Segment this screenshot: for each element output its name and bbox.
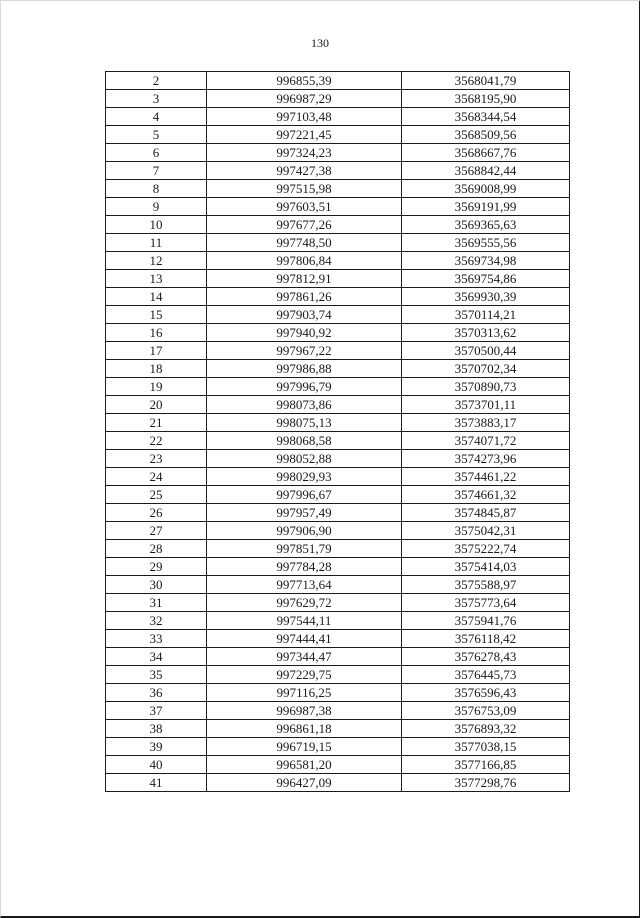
- page-number: 130: [311, 36, 329, 50]
- table-row: [106, 756, 570, 774]
- y-coordinate-cell: 3569754,86: [402, 270, 570, 288]
- y-coordinate-cell: 3574845,87: [402, 504, 570, 522]
- y-coordinate-cell: 3575414,03: [402, 558, 570, 576]
- point-number-cell: 23: [106, 450, 207, 468]
- table-row: [106, 468, 570, 486]
- point-number-cell: 41: [106, 774, 207, 792]
- table-row: [106, 72, 570, 90]
- x-coordinate-cell: 997629,72: [207, 594, 402, 612]
- x-coordinate-cell: 996987,29: [207, 90, 402, 108]
- x-coordinate-cell: 998068,58: [207, 432, 402, 450]
- y-coordinate-cell: 3576118,42: [402, 630, 570, 648]
- x-coordinate-cell: 997957,49: [207, 504, 402, 522]
- table-row: [106, 342, 570, 360]
- y-coordinate-cell: 3569365,63: [402, 216, 570, 234]
- table-row: [106, 612, 570, 630]
- x-coordinate-cell: 997940,92: [207, 324, 402, 342]
- table-row: [106, 252, 570, 270]
- y-coordinate-cell: 3576753,09: [402, 702, 570, 720]
- point-number-cell: 31: [106, 594, 207, 612]
- table-row: [106, 396, 570, 414]
- point-number-cell: 3: [106, 90, 207, 108]
- point-number-cell: 18: [106, 360, 207, 378]
- table-row: [106, 450, 570, 468]
- point-number-cell: 9: [106, 198, 207, 216]
- table-row: [106, 216, 570, 234]
- x-coordinate-cell: 997906,90: [207, 522, 402, 540]
- x-coordinate-cell: 997515,98: [207, 180, 402, 198]
- x-coordinate-cell: 996581,20: [207, 756, 402, 774]
- point-number-cell: 39: [106, 738, 207, 756]
- table-row: [106, 486, 570, 504]
- table-row: [106, 360, 570, 378]
- table-row: [106, 270, 570, 288]
- y-coordinate-cell: 3573701,11: [402, 396, 570, 414]
- y-coordinate-cell: 3575042,31: [402, 522, 570, 540]
- x-coordinate-cell: 996987,38: [207, 702, 402, 720]
- table-row: [106, 630, 570, 648]
- table-row: [106, 108, 570, 126]
- y-coordinate-cell: 3577166,85: [402, 756, 570, 774]
- x-coordinate-cell: 997812,91: [207, 270, 402, 288]
- point-number-cell: 30: [106, 576, 207, 594]
- table-row: [106, 522, 570, 540]
- y-coordinate-cell: 3569930,39: [402, 288, 570, 306]
- point-number-cell: 2: [106, 72, 207, 90]
- x-coordinate-cell: 996855,39: [207, 72, 402, 90]
- point-number-cell: 17: [106, 342, 207, 360]
- y-coordinate-cell: 3570313,62: [402, 324, 570, 342]
- table-row: [106, 306, 570, 324]
- y-coordinate-cell: 3568509,56: [402, 126, 570, 144]
- x-coordinate-cell: 996427,09: [207, 774, 402, 792]
- x-coordinate-cell: 997603,51: [207, 198, 402, 216]
- y-coordinate-cell: 3569734,98: [402, 252, 570, 270]
- x-coordinate-cell: 997967,22: [207, 342, 402, 360]
- x-coordinate-cell: 997851,79: [207, 540, 402, 558]
- table-row: [106, 648, 570, 666]
- x-coordinate-cell: 996861,18: [207, 720, 402, 738]
- y-coordinate-cell: 3573883,17: [402, 414, 570, 432]
- y-coordinate-cell: 3568344,54: [402, 108, 570, 126]
- table-row: [106, 378, 570, 396]
- table-row: [106, 288, 570, 306]
- point-number-cell: 24: [106, 468, 207, 486]
- y-coordinate-cell: 3575773,64: [402, 594, 570, 612]
- point-number-cell: 13: [106, 270, 207, 288]
- table-row: [106, 234, 570, 252]
- point-number-cell: 36: [106, 684, 207, 702]
- point-number-cell: 19: [106, 378, 207, 396]
- table-row: [106, 414, 570, 432]
- table-row: [106, 684, 570, 702]
- x-coordinate-cell: 997344,47: [207, 648, 402, 666]
- x-coordinate-cell: 997903,74: [207, 306, 402, 324]
- y-coordinate-cell: 3568842,44: [402, 162, 570, 180]
- point-number-cell: 32: [106, 612, 207, 630]
- x-coordinate-cell: 997861,26: [207, 288, 402, 306]
- table-row: [106, 540, 570, 558]
- table-row: [106, 720, 570, 738]
- x-coordinate-cell: 996719,15: [207, 738, 402, 756]
- x-coordinate-cell: 998073,86: [207, 396, 402, 414]
- x-coordinate-cell: 997221,45: [207, 126, 402, 144]
- point-number-cell: 22: [106, 432, 207, 450]
- x-coordinate-cell: 997986,88: [207, 360, 402, 378]
- point-number-cell: 11: [106, 234, 207, 252]
- point-number-cell: 4: [106, 108, 207, 126]
- x-coordinate-cell: 997996,67: [207, 486, 402, 504]
- y-coordinate-cell: 3570114,21: [402, 306, 570, 324]
- x-coordinate-cell: 997806,84: [207, 252, 402, 270]
- point-number-cell: 15: [106, 306, 207, 324]
- table-row: [106, 702, 570, 720]
- x-coordinate-cell: 997677,26: [207, 216, 402, 234]
- table-row: [106, 738, 570, 756]
- y-coordinate-cell: 3576278,43: [402, 648, 570, 666]
- y-coordinate-cell: 3574461,22: [402, 468, 570, 486]
- table-row: [106, 180, 570, 198]
- point-number-cell: 6: [106, 144, 207, 162]
- table-row: [106, 144, 570, 162]
- point-number-cell: 20: [106, 396, 207, 414]
- point-number-cell: 33: [106, 630, 207, 648]
- point-number-cell: 12: [106, 252, 207, 270]
- y-coordinate-cell: 3576596,43: [402, 684, 570, 702]
- point-number-cell: 5: [106, 126, 207, 144]
- point-number-cell: 7: [106, 162, 207, 180]
- x-coordinate-cell: 997444,41: [207, 630, 402, 648]
- table-row: [106, 558, 570, 576]
- y-coordinate-cell: 3569191,99: [402, 198, 570, 216]
- table-row: [106, 162, 570, 180]
- point-number-cell: 35: [106, 666, 207, 684]
- x-coordinate-cell: 997116,25: [207, 684, 402, 702]
- y-coordinate-cell: 3569555,56: [402, 234, 570, 252]
- point-number-cell: 21: [106, 414, 207, 432]
- table-row: [106, 576, 570, 594]
- point-number-cell: 40: [106, 756, 207, 774]
- y-coordinate-cell: 3576445,73: [402, 666, 570, 684]
- y-coordinate-cell: 3575588,97: [402, 576, 570, 594]
- table-row: [106, 504, 570, 522]
- y-coordinate-cell: 3574273,96: [402, 450, 570, 468]
- table-row: [106, 774, 570, 792]
- x-coordinate-cell: 998052,88: [207, 450, 402, 468]
- x-coordinate-cell: 997324,23: [207, 144, 402, 162]
- x-coordinate-cell: 997427,38: [207, 162, 402, 180]
- y-coordinate-cell: 3568195,90: [402, 90, 570, 108]
- x-coordinate-cell: 997713,64: [207, 576, 402, 594]
- point-number-cell: 8: [106, 180, 207, 198]
- x-coordinate-cell: 997996,79: [207, 378, 402, 396]
- coordinates-table-body: [106, 72, 570, 792]
- table-row: [106, 432, 570, 450]
- point-number-cell: 34: [106, 648, 207, 666]
- x-coordinate-cell: 997229,75: [207, 666, 402, 684]
- y-coordinate-cell: 3575222,74: [402, 540, 570, 558]
- point-number-cell: 29: [106, 558, 207, 576]
- point-number-cell: 27: [106, 522, 207, 540]
- y-coordinate-cell: 3574071,72: [402, 432, 570, 450]
- x-coordinate-cell: 997748,50: [207, 234, 402, 252]
- y-coordinate-cell: 3569008,99: [402, 180, 570, 198]
- y-coordinate-cell: 3577298,76: [402, 774, 570, 792]
- point-number-cell: 16: [106, 324, 207, 342]
- point-number-cell: 28: [106, 540, 207, 558]
- y-coordinate-cell: 3568041,79: [402, 72, 570, 90]
- table-row: [106, 324, 570, 342]
- point-number-cell: 37: [106, 702, 207, 720]
- y-coordinate-cell: 3570890,73: [402, 378, 570, 396]
- y-coordinate-cell: 3570500,44: [402, 342, 570, 360]
- table-row: [106, 198, 570, 216]
- x-coordinate-cell: 997784,28: [207, 558, 402, 576]
- point-number-cell: 38: [106, 720, 207, 738]
- table-row: [106, 666, 570, 684]
- point-number-cell: 25: [106, 486, 207, 504]
- y-coordinate-cell: 3577038,15: [402, 738, 570, 756]
- x-coordinate-cell: 998029,93: [207, 468, 402, 486]
- y-coordinate-cell: 3568667,76: [402, 144, 570, 162]
- y-coordinate-cell: 3570702,34: [402, 360, 570, 378]
- y-coordinate-cell: 3575941,76: [402, 612, 570, 630]
- table-row: [106, 594, 570, 612]
- point-number-cell: 14: [106, 288, 207, 306]
- table-row: [106, 126, 570, 144]
- x-coordinate-cell: 997544,11: [207, 612, 402, 630]
- x-coordinate-cell: 998075,13: [207, 414, 402, 432]
- coordinates-table: [105, 71, 570, 792]
- x-coordinate-cell: 997103,48: [207, 108, 402, 126]
- point-number-cell: 26: [106, 504, 207, 522]
- table-row: [106, 90, 570, 108]
- y-coordinate-cell: 3574661,32: [402, 486, 570, 504]
- point-number-cell: 10: [106, 216, 207, 234]
- y-coordinate-cell: 3576893,32: [402, 720, 570, 738]
